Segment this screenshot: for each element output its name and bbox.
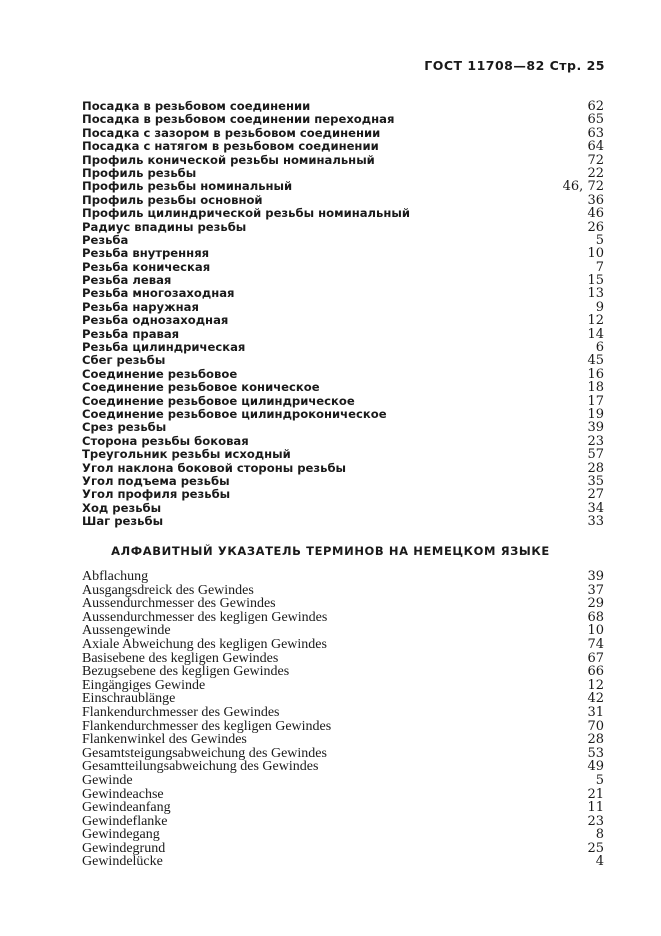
index-page-number: 18 xyxy=(587,380,604,396)
index-term: Соединение резьбовое xyxy=(82,366,238,381)
index-page-number: 65 xyxy=(587,112,604,128)
index-entry xyxy=(82,421,604,434)
index-entry xyxy=(82,801,604,815)
index-entry xyxy=(82,842,604,856)
index-term: Резьба однозаходная xyxy=(82,313,229,328)
index-entry xyxy=(82,395,604,408)
index-term: Gewindelücke xyxy=(82,854,163,870)
index-page-number: 49 xyxy=(587,759,604,775)
index-entry xyxy=(82,462,604,475)
index-entry xyxy=(82,692,604,706)
index-term: Профиль резьбы номинальный xyxy=(82,179,293,194)
index-term: Шаг резьбы xyxy=(82,514,164,529)
index-entry xyxy=(82,488,604,501)
index-entry xyxy=(82,154,604,167)
index-page-number: 10 xyxy=(587,246,604,262)
index-page-number: 22 xyxy=(587,165,604,181)
index-page-number: 68 xyxy=(587,609,604,625)
index-term: Резьба наружная xyxy=(82,299,199,314)
index-page-number: 29 xyxy=(587,596,604,612)
index-page-number: 72 xyxy=(587,152,604,168)
index-term: Резьба цилиндрическая xyxy=(82,340,246,355)
index-term: Flankenwinkel des Gewindes xyxy=(82,732,247,748)
index-entry xyxy=(82,354,604,367)
index-entry xyxy=(82,652,604,666)
index-page-number: 7 xyxy=(595,259,604,275)
index-page-number: 70 xyxy=(587,718,604,734)
index-entry xyxy=(82,113,604,126)
index-term: Посадка с натягом в резьбовом соединении xyxy=(82,139,379,154)
index-term: Gewindeflanke xyxy=(82,813,168,829)
index-term: Профиль конической резьбы номинальный xyxy=(82,152,375,167)
index-entry xyxy=(82,368,604,381)
index-term: Угол подъема резьбы xyxy=(82,473,230,488)
index-entry xyxy=(82,584,604,598)
index-entry xyxy=(82,127,604,140)
index-entry xyxy=(82,207,604,220)
index-page-number: 37 xyxy=(587,582,604,598)
index-page-number: 63 xyxy=(587,125,604,141)
index-entry xyxy=(82,788,604,802)
index-page-number: 36 xyxy=(587,192,604,208)
index-page-number: 23 xyxy=(587,813,604,829)
index-entry xyxy=(82,194,604,207)
index-page-number: 64 xyxy=(587,139,604,155)
index-page-number: 10 xyxy=(587,623,604,639)
index-page-number: 46 xyxy=(587,206,604,222)
index-page-number: 4 xyxy=(595,854,604,870)
index-page-number: 26 xyxy=(587,219,604,235)
index-term: Aussendurchmesser des kegligen Gewindes xyxy=(82,609,328,625)
index-page-number: 62 xyxy=(587,99,604,114)
index-term: Сбег резьбы xyxy=(82,353,166,368)
index-term: Basisebene des kegligen Gewindes xyxy=(82,650,279,666)
index-page-number: 28 xyxy=(587,732,604,748)
index-entry xyxy=(82,624,604,638)
index-entry xyxy=(82,408,604,421)
index-page-number: 66 xyxy=(587,664,604,680)
index-entry xyxy=(82,381,604,394)
german-index-title: АЛФАВИТНЫЙ УКАЗАТЕЛЬ ТЕРМИНОВ НА НЕМЕЦКОМ ЯЗЫКЕ xyxy=(111,544,550,558)
index-term: Посадка с зазором в резьбовом соединении xyxy=(82,125,381,140)
index-entry xyxy=(82,100,604,113)
index-term: Einschraublänge xyxy=(82,691,176,707)
index-term: Ausgangsdreick des Gewindes xyxy=(82,582,254,598)
index-entry xyxy=(82,855,604,869)
index-term: Угол наклона боковой стороны резьбы xyxy=(82,460,347,475)
index-page-number: 12 xyxy=(587,313,604,329)
index-term: Aussengewinde xyxy=(82,623,171,639)
page-header: ГОСТ 11708—82 Стр. 25 xyxy=(424,58,605,73)
index-entry xyxy=(82,815,604,829)
index-entry xyxy=(82,167,604,180)
german-term-index xyxy=(82,570,604,869)
index-entry xyxy=(82,234,604,247)
index-entry xyxy=(82,597,604,611)
index-entry xyxy=(82,247,604,260)
index-page-number: 9 xyxy=(595,299,604,315)
index-entry xyxy=(82,760,604,774)
index-term: Gesamtsteigungsabweichung des Gewindes xyxy=(82,745,327,761)
index-entry xyxy=(82,475,604,488)
index-page-number: 23 xyxy=(587,433,604,449)
index-entry xyxy=(82,448,604,461)
index-term: Резьба левая xyxy=(82,273,172,288)
index-entry xyxy=(82,341,604,354)
index-term: Резьба многозаходная xyxy=(82,286,235,301)
index-term: Профиль резьбы основной xyxy=(82,192,263,207)
index-term: Посадка в резьбовом соединении переходная xyxy=(82,112,395,127)
index-entry xyxy=(82,140,604,153)
index-page-number: 45 xyxy=(587,353,604,369)
index-entry xyxy=(82,774,604,788)
index-entry xyxy=(82,435,604,448)
index-page-number: 19 xyxy=(587,406,604,422)
index-entry xyxy=(82,706,604,720)
index-page-number: 46, 72 xyxy=(562,179,604,195)
index-term: Bezugsebene des kegligen Gewindes xyxy=(82,664,290,680)
index-term: Резьба коническая xyxy=(82,259,211,274)
index-page-number: 5 xyxy=(595,232,604,248)
index-page-number: 16 xyxy=(587,366,604,382)
index-page-number: 11 xyxy=(587,800,604,816)
index-entry xyxy=(82,720,604,734)
index-term: Резьба правая xyxy=(82,326,180,341)
index-entry xyxy=(82,638,604,652)
index-page-number: 27 xyxy=(587,487,604,503)
index-term: Профиль цилиндрической резьбы номинальный xyxy=(82,206,410,221)
index-page-number: 33 xyxy=(587,514,604,530)
index-entry xyxy=(82,611,604,625)
index-entry xyxy=(82,665,604,679)
index-term: Eingängiges Gewinde xyxy=(82,677,206,693)
index-entry xyxy=(82,261,604,274)
index-page-number: 6 xyxy=(595,340,604,356)
index-page-number: 34 xyxy=(587,500,604,516)
index-page-number: 8 xyxy=(595,827,604,843)
index-page-number: 15 xyxy=(587,273,604,289)
index-page-number: 12 xyxy=(587,677,604,693)
index-entry xyxy=(82,733,604,747)
index-term: Flankendurchmesser des Gewindes xyxy=(82,704,280,720)
index-term: Резьба xyxy=(82,232,129,247)
index-term: Aussendurchmesser des Gewindes xyxy=(82,596,276,612)
index-entry xyxy=(82,747,604,761)
index-term: Сторона резьбы боковая xyxy=(82,433,249,448)
index-page-number: 28 xyxy=(587,460,604,476)
index-entry xyxy=(82,314,604,327)
index-page-number: 39 xyxy=(587,420,604,436)
index-entry xyxy=(82,287,604,300)
index-page-number: 5 xyxy=(595,772,604,788)
index-term: Резьба внутренняя xyxy=(82,246,210,261)
index-term: Gewinde xyxy=(82,772,133,788)
russian-term-index xyxy=(82,100,604,529)
index-term: Радиус впадины резьбы xyxy=(82,219,247,234)
index-page-number: 53 xyxy=(587,745,604,761)
index-term: Gewindegrund xyxy=(82,840,166,856)
index-term: Срез резьбы xyxy=(82,420,167,435)
index-term: Gewindegang xyxy=(82,827,160,843)
index-entry xyxy=(82,180,604,193)
index-page-number: 21 xyxy=(587,786,604,802)
index-term: Треугольник резьбы исходный xyxy=(82,447,291,462)
index-page-number: 17 xyxy=(587,393,604,409)
index-page-number: 57 xyxy=(587,447,604,463)
index-entry xyxy=(82,679,604,693)
index-page-number: 67 xyxy=(587,650,604,666)
index-term: Посадка в резьбовом соединении xyxy=(82,99,311,113)
index-page-number: 13 xyxy=(587,286,604,302)
index-entry xyxy=(82,221,604,234)
index-term: Соединение резьбовое цилиндроконическое xyxy=(82,406,387,421)
index-term: Gewindeachse xyxy=(82,786,164,802)
index-page-number: 74 xyxy=(587,636,604,652)
index-term: Соединение резьбовое цилиндрическое xyxy=(82,393,355,408)
index-entry xyxy=(82,502,604,515)
index-page-number: 14 xyxy=(587,326,604,342)
index-term: Соединение резьбовое коническое xyxy=(82,380,320,395)
index-page-number: 39 xyxy=(587,569,604,584)
index-term: Профиль резьбы xyxy=(82,165,197,180)
index-term: Gewindeanfang xyxy=(82,800,171,816)
index-term: Abflachung xyxy=(82,569,149,584)
index-entry xyxy=(82,828,604,842)
index-entry xyxy=(82,301,604,314)
index-term: Axiale Abweichung des kegligen Gewindes xyxy=(82,636,327,652)
index-entry xyxy=(82,328,604,341)
index-term: Gesamtteilungsabweichung des Gewindes xyxy=(82,759,319,775)
index-term: Flankendurchmesser des kegligen Gewindes xyxy=(82,718,332,734)
index-page-number: 42 xyxy=(587,691,604,707)
index-term: Угол профиля резьбы xyxy=(82,487,231,502)
index-page-number: 35 xyxy=(587,473,604,489)
index-entry xyxy=(82,570,604,584)
index-page-number: 31 xyxy=(587,704,604,720)
index-term: Ход резьбы xyxy=(82,500,162,515)
index-page-number: 25 xyxy=(587,840,604,856)
index-entry xyxy=(82,515,604,528)
index-entry xyxy=(82,274,604,287)
